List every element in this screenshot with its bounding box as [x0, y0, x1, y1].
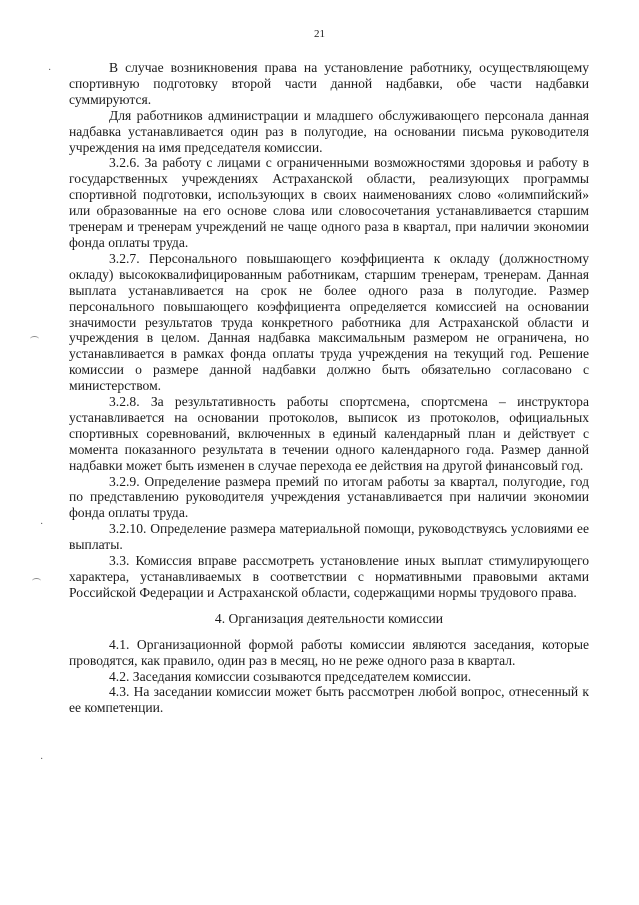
section-heading: 4. Организация деятельности комиссии — [214, 610, 444, 626]
paragraph-3-2-6: 3.2.6. За работу с лицами с ограниченными возможностями здоровья и работу в государственных учреждениях Астраханской области, реализующих программы спортивной подготовки, использующих в своих наименованиях слово «олимпийский» или образованные на его основе слова или словосочетания устанавливается старшим тренерам и тренерам учреждений не чаще одного раза в квартал, при наличии экономии фонда оплаты труда. — [69, 155, 589, 250]
paragraph-4-1: 4.1. Организационной формой работы комиссии являются заседания, которые проводятся, как правило, один раз в месяц, но не реже одного раза в квартал. — [69, 636, 589, 668]
paragraph-overlap-parts: В случае возникновения права на установление работнику, осуществляющему спортивную подготовку второй части данной надбавки, обе части надбавки суммируются. — [69, 60, 589, 107]
scan-dash-mark — [30, 336, 39, 342]
paragraph-3-2-9: 3.2.9. Определение размера премий по итогам работы за квартал, полугодие, год по представлению руководителя учреждения устанавливается при наличии экономии фонда оплаты труда. — [69, 473, 589, 521]
paragraph-3-2-8: 3.2.8. За результативность работы спортсмена, спортсмена – инструктора устанавливается на основании протоколов, выписок из протоколов, официальных спортивных соревнований, включенных в единый календарный план и действует с момента показанного результата в течении одного календарного года. Размер данной надбавки может быть изменен в случае перехода ее действия на другой финансовый год. — [69, 394, 589, 473]
scan-dash-mark — [32, 578, 41, 584]
scan-dot-mark: · — [40, 754, 44, 765]
page-number: 21 — [314, 28, 325, 40]
paragraph-3-2-10: 3.2.10. Определение размера материальной помощи, руководствуясь условиями ее выплаты. — [69, 521, 589, 553]
paragraph-4-2: 4.2. Заседания комиссии созываются председателем комиссии. — [109, 668, 472, 684]
paragraph-3-3: 3.3. Комиссия вправе рассмотреть установление иных выплат стимулирующего характера, устанавливаемых в соответствии с нормативными правовыми актами Российской Федерации и Астраханской области, содержащими нормы трудового права. — [69, 553, 589, 600]
scan-dot-mark: · — [40, 519, 44, 530]
scan-dot-mark: · — [48, 65, 52, 76]
document-body — [69, 60, 589, 716]
paragraph-3-2-7: 3.2.7. Персонального повышающего коэффициента к окладу (должностному окладу) высококвалифицированным работникам, старшим тренерам, тренерам. Данная выплата устанавливается на срок не более одного раза в полугодие. Размер персонального повышающего коэффициента определяется комиссией на основании значимости результатов труда конкретного работника для Астраханской области и учреждения в целом. Данная надбавка максимальным размером не ограничена, но устанавливается в рамках фонда оплаты труда учреждения на текущий год. Решение комиссии о размере данной надбавки должно быть обязательно согласовано с министерством. — [69, 250, 589, 394]
paragraph-administration: Для работников администрации и младшего обслуживающего персонала данная надбавка устанавливается один раз в полугодие, на основании письма руководителя учреждения на имя председателя комиссии. — [69, 107, 589, 155]
paragraph-4-3: 4.3. На заседании комиссии может быть рассмотрен любой вопрос, отнесенный к ее компетенции. — [69, 684, 589, 716]
